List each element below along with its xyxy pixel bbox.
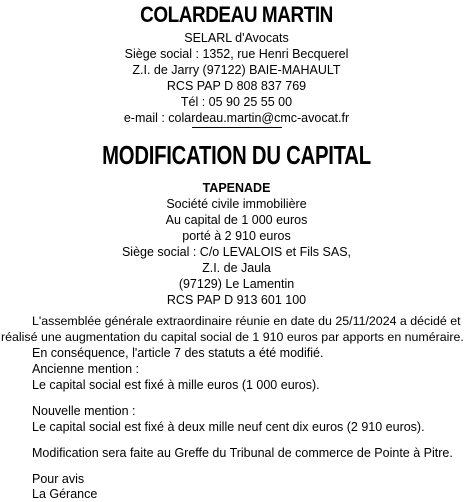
- company-address-line-2: Z.I. de Jaula: [202, 261, 271, 275]
- company-capital: Au capital de 1 000 euros: [165, 213, 308, 227]
- company-rcs: RCS PAP D 913 601 100: [166, 293, 307, 307]
- company-address-line-1: Siège social : C/o LEVALOIS et Fils SAS,: [121, 245, 352, 259]
- signature: La Gérance: [32, 487, 98, 501]
- ancienne-mention-label: Ancienne mention :: [32, 362, 140, 376]
- ancienne-mention-text: Le capital social est fixé à mille euros (1 000 euros).: [32, 378, 320, 392]
- firm-phone: Tél : 05 90 25 55 00: [180, 95, 293, 109]
- firm-address-line-2: Z.I. de Jarry (97122) BAIE-MAHAULT: [132, 63, 341, 77]
- greffe-notice: Modification sera faite au Greffe du Tribunal de commerce de Pointe à Pitre.: [32, 446, 453, 460]
- paragraph-consequence: En conséquence, l'article 7 des statuts a été modifié.: [32, 346, 324, 360]
- notice-title: MODIFICATION DU CAPITAL: [102, 140, 371, 170]
- firm-type: SELARL d'Avocats: [184, 31, 289, 45]
- firm-email: e-mail : colardeau.martin@cmc-avocat.fr: [123, 111, 350, 125]
- company-capital-new: porté à 2 910 euros: [182, 229, 291, 243]
- nouvelle-mention-text: Le capital social est fixé à deux mille neuf cent dix euros (2 910 euros).: [32, 420, 425, 434]
- company-name: TAPENADE: [202, 181, 271, 195]
- pour-avis: Pour avis: [32, 472, 85, 486]
- paragraph-decision-line-1: L'assemblée générale extraordinaire réunie en date du 25/11/2024 a décidé et: [32, 314, 461, 328]
- header-divider: [192, 127, 282, 128]
- company-address-line-3: (97129) Le Lamentin: [178, 277, 295, 291]
- firm-address-line-1: Siège social : 1352, rue Henri Becquerel: [124, 47, 349, 61]
- nouvelle-mention-label: Nouvelle mention :: [32, 404, 136, 418]
- firm-rcs: RCS PAP D 808 837 769: [166, 79, 307, 93]
- paragraph-decision-line-2: réalisé une augmentation du capital social de 1 910 euros par apports en numéraire.: [1, 330, 464, 344]
- company-form: Société civile immobilière: [166, 197, 307, 211]
- firm-name: COLARDEAU MARTIN: [140, 2, 333, 27]
